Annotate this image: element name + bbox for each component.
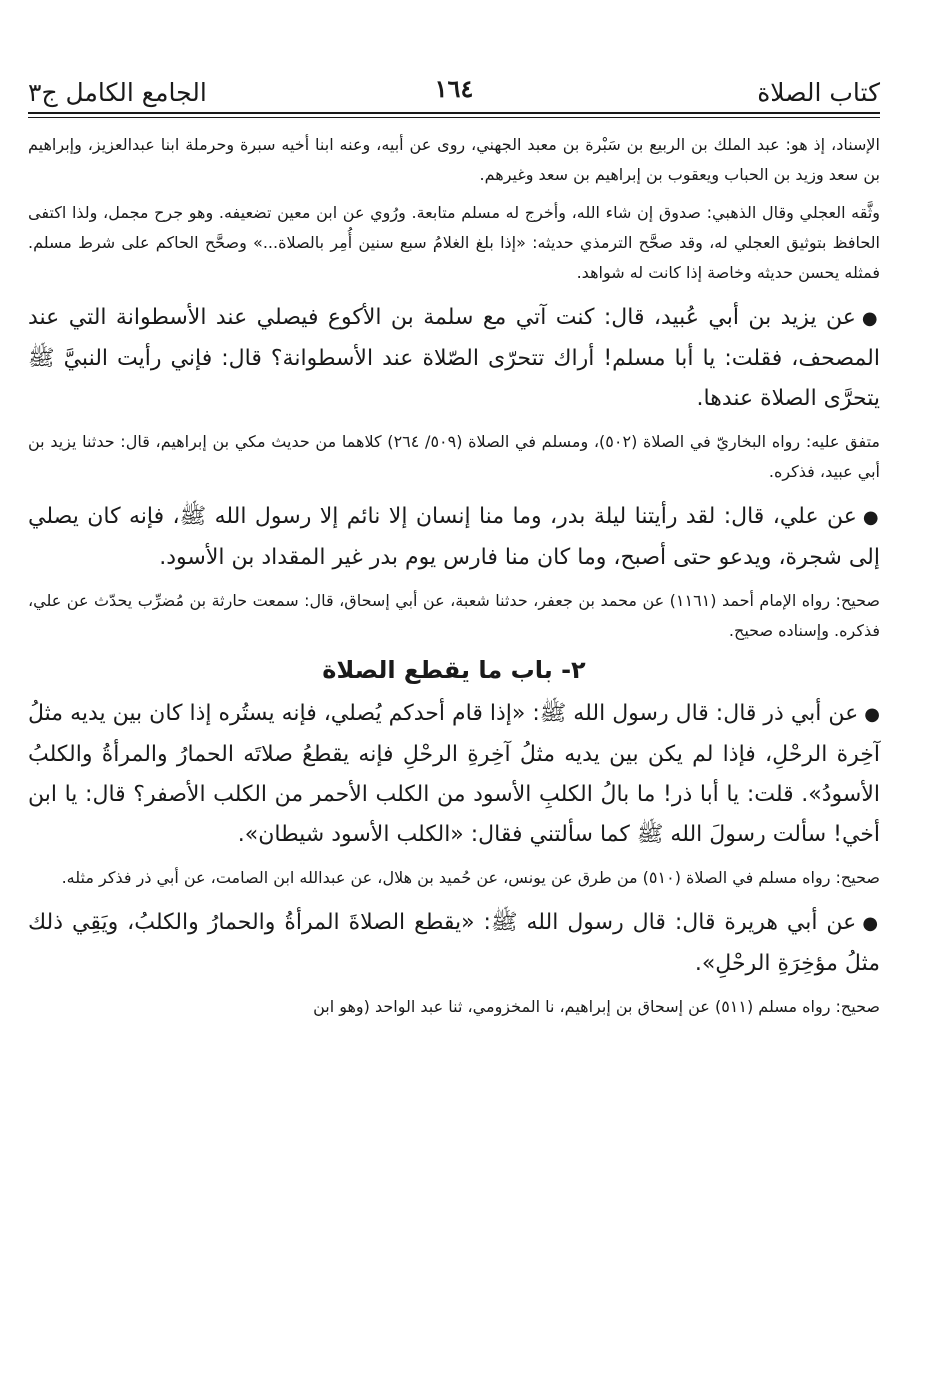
book-section-title: كتاب الصلاة (757, 78, 880, 107)
hadith-note: صحيح: رواه مسلم (٥١١) عن إسحاق بن إبراهيم، نا المخزومي، ثنا عبد الواحد (وهو ابن (313, 997, 880, 1016)
hadith-block (28, 497, 880, 646)
book-volume-title: الجامع الكامل ج٣ (28, 78, 207, 107)
hadith-body: عن أبي ذر قال: قال رسول الله ﷺ: «إذا قام أحدكم يُصلي، فإنه يستُره إذا كان بين يديه مثلُ آخِرة الرحْلِ، فإذا لم يكن بين يديه مثلُ آخِرةِ الرحْلِ فإنه يقطعُ صلاتَه الحمارُ والمرأةُ والكلبُ الأسودُ». قلت: يا أبا ذر! ما بالُ الكلبِ الأسود من الكلب الأحمر من الكلب الأصفر؟ قال: يا ابن أخي! سألت رسولَ الله ﷺ كما سألتني فقال: «الكلب الأسود شيطان». (28, 701, 880, 847)
intro-note-1: الإسناد، إذ هو: عبد الملك بن الربيع بن سَبْرة بن معبد الجهني، روى عن أبيه، وعنه ابنا أخيه سبرة وحرملة ابنا عبدالعزيز، وإبراهيم بن سعد وزيد بن الحباب ويعقوب بن إبراهيم بن سعد وغيرهم. (28, 135, 880, 184)
intro-note-2: وثَّقه العجلي وقال الذهبي: صدوق إن شاء الله، وأخرج له مسلم متابعة. ورُوي عن ابن معين تضعيفه. وهو جرح مجمل، ولذا اكتفى الحافظ بتوثيق العجلي له، وقد صحَّح الترمذي حديثه: «إذا بلغ الغلامُ سبع سنين أُمِر بالصلاة...» وصحَّح الحاكم على شرط مسلم. فمثله يحسن حديثه وخاصة إذا كانت له شواهد. (28, 203, 880, 282)
page (28, 60, 880, 1022)
chapter-heading: ٢- باب ما يقطع الصلاة (322, 656, 586, 684)
header-rule-thin (28, 117, 880, 118)
hadith-block (28, 694, 880, 893)
page-number: ١٦٤ (434, 74, 474, 103)
hadith-text (28, 298, 880, 419)
bullet-icon: ● (864, 704, 880, 725)
hadith-block (28, 298, 880, 487)
hadith-note: صحيح: رواه مسلم في الصلاة (٥١٠) من طرق عن يونس، عن حُميد بن هلال، عن عبدالله ابن الصامت، عن أبي ذر فذكر مثله. (61, 868, 880, 887)
running-head (28, 60, 880, 108)
intro-notes (28, 130, 880, 288)
hadith-body: عن يزيد بن أبي عُبيد، قال: كنت آتي مع سلمة بن الأكوع فيصلي عند الأسطوانة التي عند المصحف، فقلت: يا أبا مسلم! أراك تتحرّى الصّلاة عند الأسطوانة؟ قال: فإني رأيت النبيَّ ﷺ يتحرَّى الصلاة عندها. (28, 305, 880, 411)
hadith-block (28, 903, 880, 1022)
bullet-icon: ● (862, 507, 880, 528)
hadith-note: صحيح: رواه الإمام أحمد (١١٦١) عن محمد بن جعفر، حدثنا شعبة، عن أبي إسحاق، قال: سمعت حارثة بن مُضرِّب يحدّث عن علي، فذكره. وإسناده صحيح. (28, 591, 881, 640)
hadith-text (28, 497, 880, 578)
hadith-body: عن علي، قال: لقد رأيتنا ليلة بدر، وما منا إنسان إلا نائم إلا رسول الله ﷺ، فإنه كان يصلي إلى شجرة، ويدعو حتى أصبح، وما كان منا فارس يوم بدر غير المقداد بن الأسود. (28, 504, 880, 570)
bullet-icon: ● (861, 308, 880, 329)
header-rule-thick (28, 112, 880, 114)
hadith-text (28, 903, 880, 984)
hadith-body: عن أبي هريرة قال: قال رسول الله ﷺ: «يقطع الصلاةَ المرأةُ والحمارُ والكلبُ، ويَقِي ذلك مثلُ مؤخِرَةِ الرحْلِ». (28, 910, 880, 976)
bullet-icon: ● (862, 913, 880, 934)
hadith-text (28, 694, 880, 855)
hadith-note: متفق عليه: رواه البخاريّ في الصلاة (٥٠٢)، ومسلم في الصلاة (٥٠٩/ ٢٦٤) كلاهما من حديث مكي بن إبراهيم، قال: حدثنا يزيد بن أبي عبيد، فذكره. (28, 432, 880, 481)
